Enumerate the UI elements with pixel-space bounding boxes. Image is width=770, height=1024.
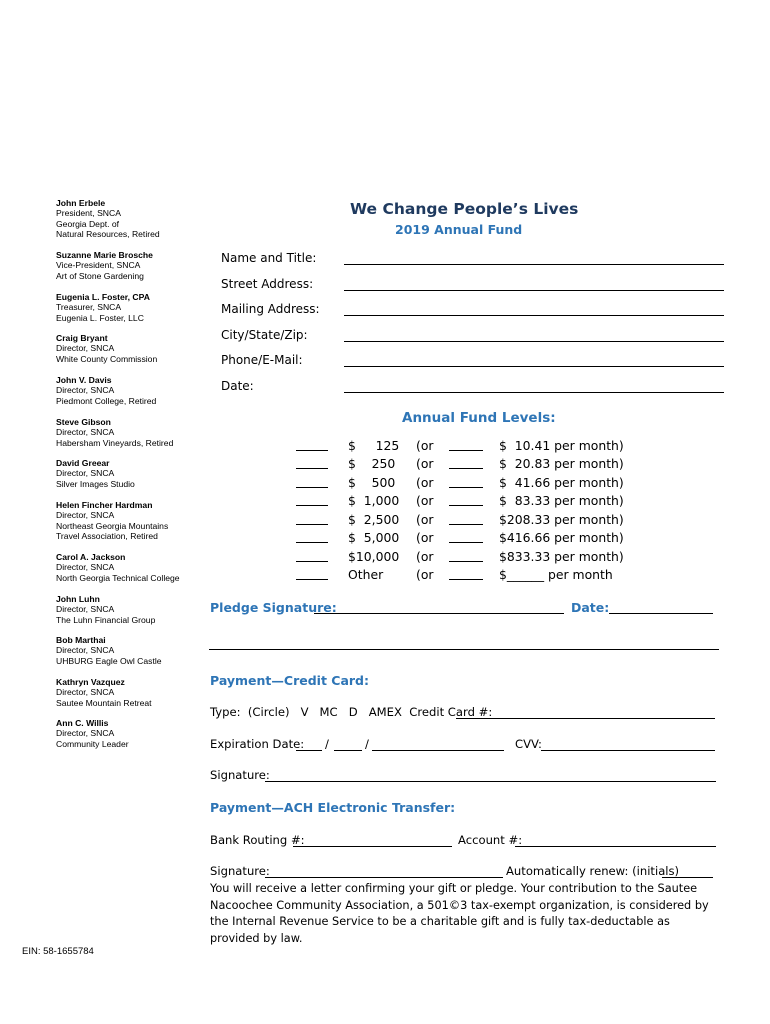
member-role: Director, SNCA <box>56 604 115 615</box>
level-select-blank[interactable] <box>296 468 328 469</box>
phone-email-label: Phone/E-Mail: <box>221 353 303 367</box>
member-name: Kathryn Vazquez <box>56 677 125 687</box>
monthly-select-blank[interactable] <box>449 450 483 451</box>
page-subtitle: 2019 Annual Fund <box>395 222 523 237</box>
or-label: (or <box>416 549 434 564</box>
board-member-entry <box>56 417 206 448</box>
expiration-month-field[interactable] <box>296 750 322 751</box>
member-role: Director, SNCA <box>56 562 115 573</box>
member-org: Northeast Georgia Mountains <box>56 520 169 531</box>
ach-signature-label: Signature: <box>210 864 270 878</box>
monthly-amount: $ 41.66 per month) <box>499 475 624 490</box>
board-member-entry <box>56 552 206 583</box>
board-member-entry <box>56 333 206 364</box>
expiration-year-field[interactable] <box>372 750 504 751</box>
member-role: Director, SNCA <box>56 385 115 396</box>
board-member-entry <box>56 594 206 625</box>
member-name: Suzanne Marie Brosche <box>56 250 153 260</box>
monthly-amount: $833.33 per month) <box>499 549 624 564</box>
member-role: Director, SNCA <box>56 645 115 656</box>
level-select-blank[interactable] <box>296 487 328 488</box>
board-member-entry <box>56 375 206 406</box>
date-separator: / <box>365 737 369 751</box>
street-address-field[interactable] <box>344 290 724 291</box>
monthly-select-blank[interactable] <box>449 542 483 543</box>
board-member-entry <box>56 500 206 542</box>
pledge-date-field[interactable] <box>609 613 713 614</box>
board-member-entry <box>56 198 206 240</box>
level-amount: $ 125 <box>348 438 400 453</box>
board-member-entry <box>56 677 206 708</box>
board-member-entry <box>56 635 206 666</box>
level-amount: $ 250 <box>348 456 396 471</box>
member-name: Helen Fincher Hardman <box>56 500 153 510</box>
level-select-blank[interactable] <box>296 450 328 451</box>
monthly-select-blank[interactable] <box>449 579 483 580</box>
or-label: (or <box>416 456 434 471</box>
page-title: We Change People’s Lives <box>350 200 579 218</box>
auto-renew-label: Automatically renew: (initials) <box>506 864 680 878</box>
board-member-entry <box>56 250 206 281</box>
member-role: President, SNCA <box>56 208 121 219</box>
expiration-label: Expiration Date: <box>210 737 305 751</box>
level-amount: $ 500 <box>348 475 396 490</box>
street-address-label: Street Address: <box>221 277 314 291</box>
member-org: Silver Images Studio <box>56 478 135 489</box>
level-amount: $ 2,500 <box>348 512 400 527</box>
routing-label: Bank Routing #: <box>210 833 305 847</box>
member-org: Sautee Mountain Retreat <box>56 697 152 708</box>
member-role: Director, SNCA <box>56 427 115 438</box>
section-divider <box>209 649 719 650</box>
member-name: Bob Marthai <box>56 635 106 645</box>
phone-email-field[interactable] <box>344 366 724 367</box>
member-role: Treasurer, SNCA <box>56 302 122 313</box>
cvv-label: CVV: <box>515 737 542 751</box>
or-label: (or <box>416 475 434 490</box>
or-label: (or <box>416 512 434 527</box>
ach-heading: Payment—ACH Electronic Transfer: <box>210 800 456 815</box>
member-name: Steve Gibson <box>56 417 111 427</box>
member-role: Vice-President, SNCA <box>56 260 141 271</box>
member-name: John V. Davis <box>56 375 112 385</box>
member-role: Director, SNCA <box>56 510 115 521</box>
level-amount: $ 1,000 <box>348 493 400 508</box>
member-org: North Georgia Technical College <box>56 572 180 583</box>
member-name: Carol A. Jackson <box>56 552 126 562</box>
member-org: Piedmont College, Retired <box>56 395 157 406</box>
member-role: Director, SNCA <box>56 728 115 739</box>
member-org: Eugenia L. Foster, LLC <box>56 312 144 323</box>
fund-levels-heading: Annual Fund Levels: <box>402 410 556 426</box>
monthly-amount: $ 10.41 per month) <box>499 438 624 453</box>
account-field[interactable] <box>515 846 716 847</box>
level-amount: Other <box>348 567 384 582</box>
monthly-select-blank[interactable] <box>449 524 483 525</box>
member-name: Ann C. Willis <box>56 718 109 728</box>
card-type-label: Type: (Circle) V MC D AMEX Credit Card #: <box>210 705 493 719</box>
member-org: UHBURG Eagle Owl Castle <box>56 655 162 666</box>
monthly-amount: $ 83.33 per month) <box>499 493 624 508</box>
card-signature-field[interactable] <box>265 781 716 782</box>
board-member-entry <box>56 718 206 749</box>
auto-renew-initials-field[interactable] <box>662 877 713 878</box>
ach-signature-field[interactable] <box>265 877 503 878</box>
member-name: Eugenia L. Foster, CPA <box>56 292 150 302</box>
level-amount: $10,000 <box>348 549 400 564</box>
expiration-day-field[interactable] <box>334 750 362 751</box>
name-title-field[interactable] <box>344 264 724 265</box>
member-org: Art of Stone Gardening <box>56 270 144 281</box>
member-role: Director, SNCA <box>56 687 115 698</box>
date-label: Date: <box>221 379 254 393</box>
member-org: Habersham Vineyards, Retired <box>56 437 174 448</box>
level-select-blank[interactable] <box>296 505 328 506</box>
cvv-field[interactable] <box>541 750 715 751</box>
mailing-address-label: Mailing Address: <box>221 302 320 316</box>
member-name: Craig Bryant <box>56 333 108 343</box>
member-role: Director, SNCA <box>56 468 115 479</box>
member-org: Georgia Dept. of <box>56 218 120 229</box>
card-number-field[interactable] <box>456 718 715 719</box>
level-select-blank[interactable] <box>296 542 328 543</box>
mailing-address-field[interactable] <box>344 315 724 316</box>
member-org: Natural Resources, Retired <box>56 229 160 240</box>
account-label: Account #: <box>458 833 523 847</box>
routing-field[interactable] <box>293 846 452 847</box>
member-name: John Luhn <box>56 594 100 604</box>
level-select-blank[interactable] <box>296 524 328 525</box>
or-label: (or <box>416 530 434 545</box>
card-signature-label: Signature: <box>210 768 270 782</box>
member-org: The Luhn Financial Group <box>56 614 156 625</box>
date-field[interactable] <box>344 392 724 393</box>
name-title-label: Name and Title: <box>221 251 317 265</box>
member-role: Director, SNCA <box>56 343 115 354</box>
level-select-blank[interactable] <box>296 561 328 562</box>
level-amount: $ 5,000 <box>348 530 400 545</box>
pledge-signature-label: Pledge Signature: <box>210 600 337 615</box>
board-member-entry <box>56 292 206 323</box>
member-org: Community Leader <box>56 738 129 749</box>
monthly-select-blank[interactable] <box>449 505 483 506</box>
pledge-date-label: Date: <box>571 600 610 615</box>
member-name: David Greear <box>56 458 110 468</box>
member-org: White County Commission <box>56 353 158 364</box>
monthly-select-blank[interactable] <box>449 561 483 562</box>
monthly-select-blank[interactable] <box>449 468 483 469</box>
or-label: (or <box>416 438 434 453</box>
ein-number: EIN: 58-1655784 <box>22 946 94 957</box>
board-member-entry <box>56 458 206 489</box>
city-state-zip-label: City/State/Zip: <box>221 328 308 342</box>
monthly-select-blank[interactable] <box>449 487 483 488</box>
member-org: Travel Association, Retired <box>56 531 158 542</box>
city-state-zip-field[interactable] <box>344 341 724 342</box>
credit-card-heading: Payment—Credit Card: <box>210 673 369 688</box>
monthly-amount: $______ per month <box>499 567 613 582</box>
date-separator: / <box>325 737 329 751</box>
or-label: (or <box>416 493 434 508</box>
tax-disclaimer: You will receive a letter confirming your gift or pledge. Your contribution to the Sautee Nacoochee Community Association, a 501©3 tax-exempt organization, is considered by the Internal Revenue Service to be a charitable gift and is fully tax-deductable as provided by law. <box>210 882 709 945</box>
monthly-amount: $416.66 per month) <box>499 530 624 545</box>
level-select-blank[interactable] <box>296 579 328 580</box>
or-label: (or <box>416 567 434 582</box>
monthly-amount: $ 20.83 per month) <box>499 456 624 471</box>
monthly-amount: $208.33 per month) <box>499 512 624 527</box>
pledge-signature-field[interactable] <box>314 613 564 614</box>
member-name: John Erbele <box>56 198 106 208</box>
